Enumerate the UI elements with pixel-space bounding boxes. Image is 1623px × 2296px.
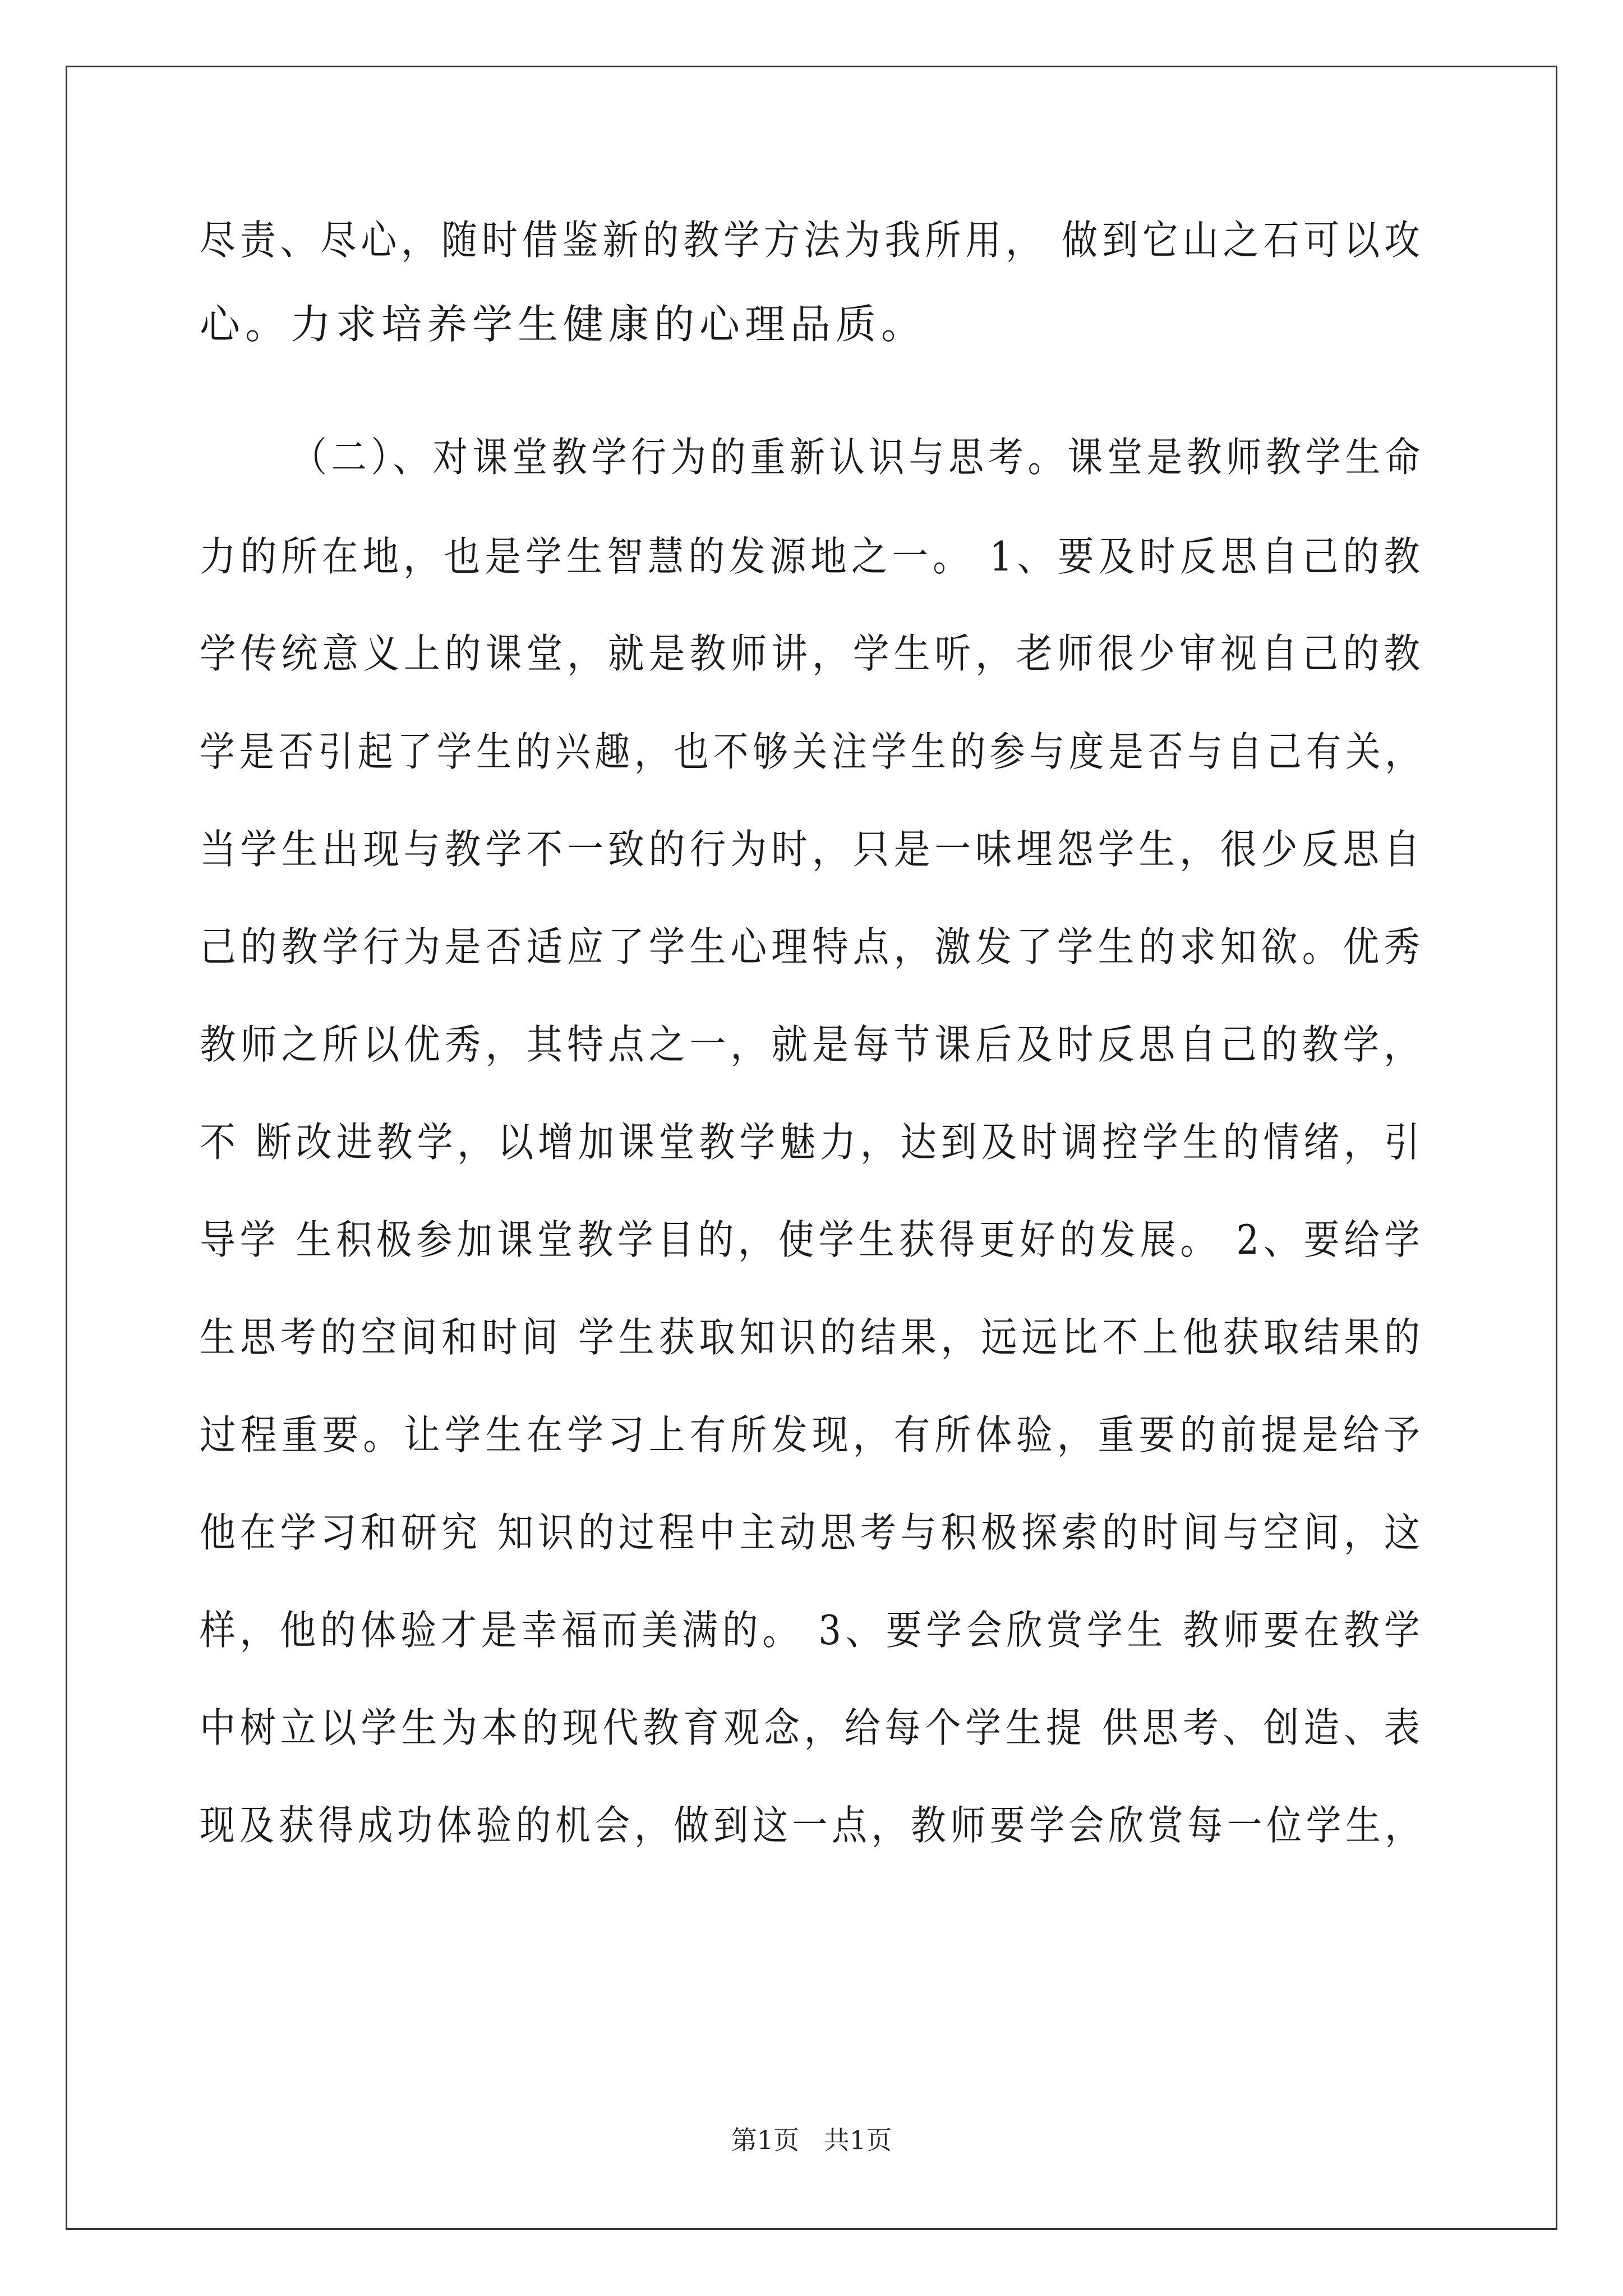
text-line: 样，他的体验才是幸福而美满的。 3、要学会欣赏学生 教师要在教学 — [200, 1607, 1424, 1654]
text-line: 导学 生积极参加课堂教学目的，使学生获得更好的发展。 2、要给学 — [200, 1216, 1424, 1263]
text-line: （二）、对课堂教学行为的重新认识与思考。课堂是教师教学生命 — [292, 434, 1425, 481]
text-line: 中树立以学生为本的现代教育观念，给每个学生提 供思考、创造、表 — [200, 1704, 1424, 1751]
text-line: 己的教学行为是否适应了学生心理特点，激发了学生的求知欲。优秀 — [200, 923, 1425, 970]
text-line: 力的所在地，也是学生智慧的发源地之一。 1、要及时反思自己的教 — [200, 533, 1424, 580]
text-line: 尽责、尽心，随时借鉴新的教学方法为我所用， 做到它山之石可以攻 — [200, 217, 1424, 264]
text-line: 学是否引起了学生的兴趣，也不够关注学生的参与度是否与自己有关， — [200, 728, 1425, 775]
text-line: 现及获得成功体验的机会，做到这一点，教师要学会欣赏每一位学生， — [200, 1802, 1425, 1849]
text-line: 当学生出现与教学不一致的行为时，只是一味埋怨学生，很少反思自 — [200, 826, 1425, 873]
text-line: 学传统意义上的课堂，就是教师讲，学生听，老师很少审视自己的教 — [200, 630, 1425, 677]
text-line: 过程重要。让学生在学习上有所发现，有所体验，重要的前提是给予 — [200, 1411, 1425, 1458]
text-line: 教师之所以优秀，其特点之一，就是每节课后及时反思自己的教学， — [200, 1021, 1425, 1068]
text-line: 生思考的空间和时间 学生获取知识的结果，远远比不上他获取结果的 — [200, 1314, 1424, 1361]
text-line: 他在学习和研究 知识的过程中主动思考与积极探索的时间与空间，这 — [200, 1509, 1424, 1556]
page-number-footer: 第1页 共1页 — [731, 2125, 892, 2155]
text-line: 不 断改进教学，以增加课堂教学魅力，达到及时调控学生的情绪，引 — [200, 1119, 1424, 1166]
text-line: 心。力求培养学生健康的心理品质。 — [200, 301, 927, 348]
